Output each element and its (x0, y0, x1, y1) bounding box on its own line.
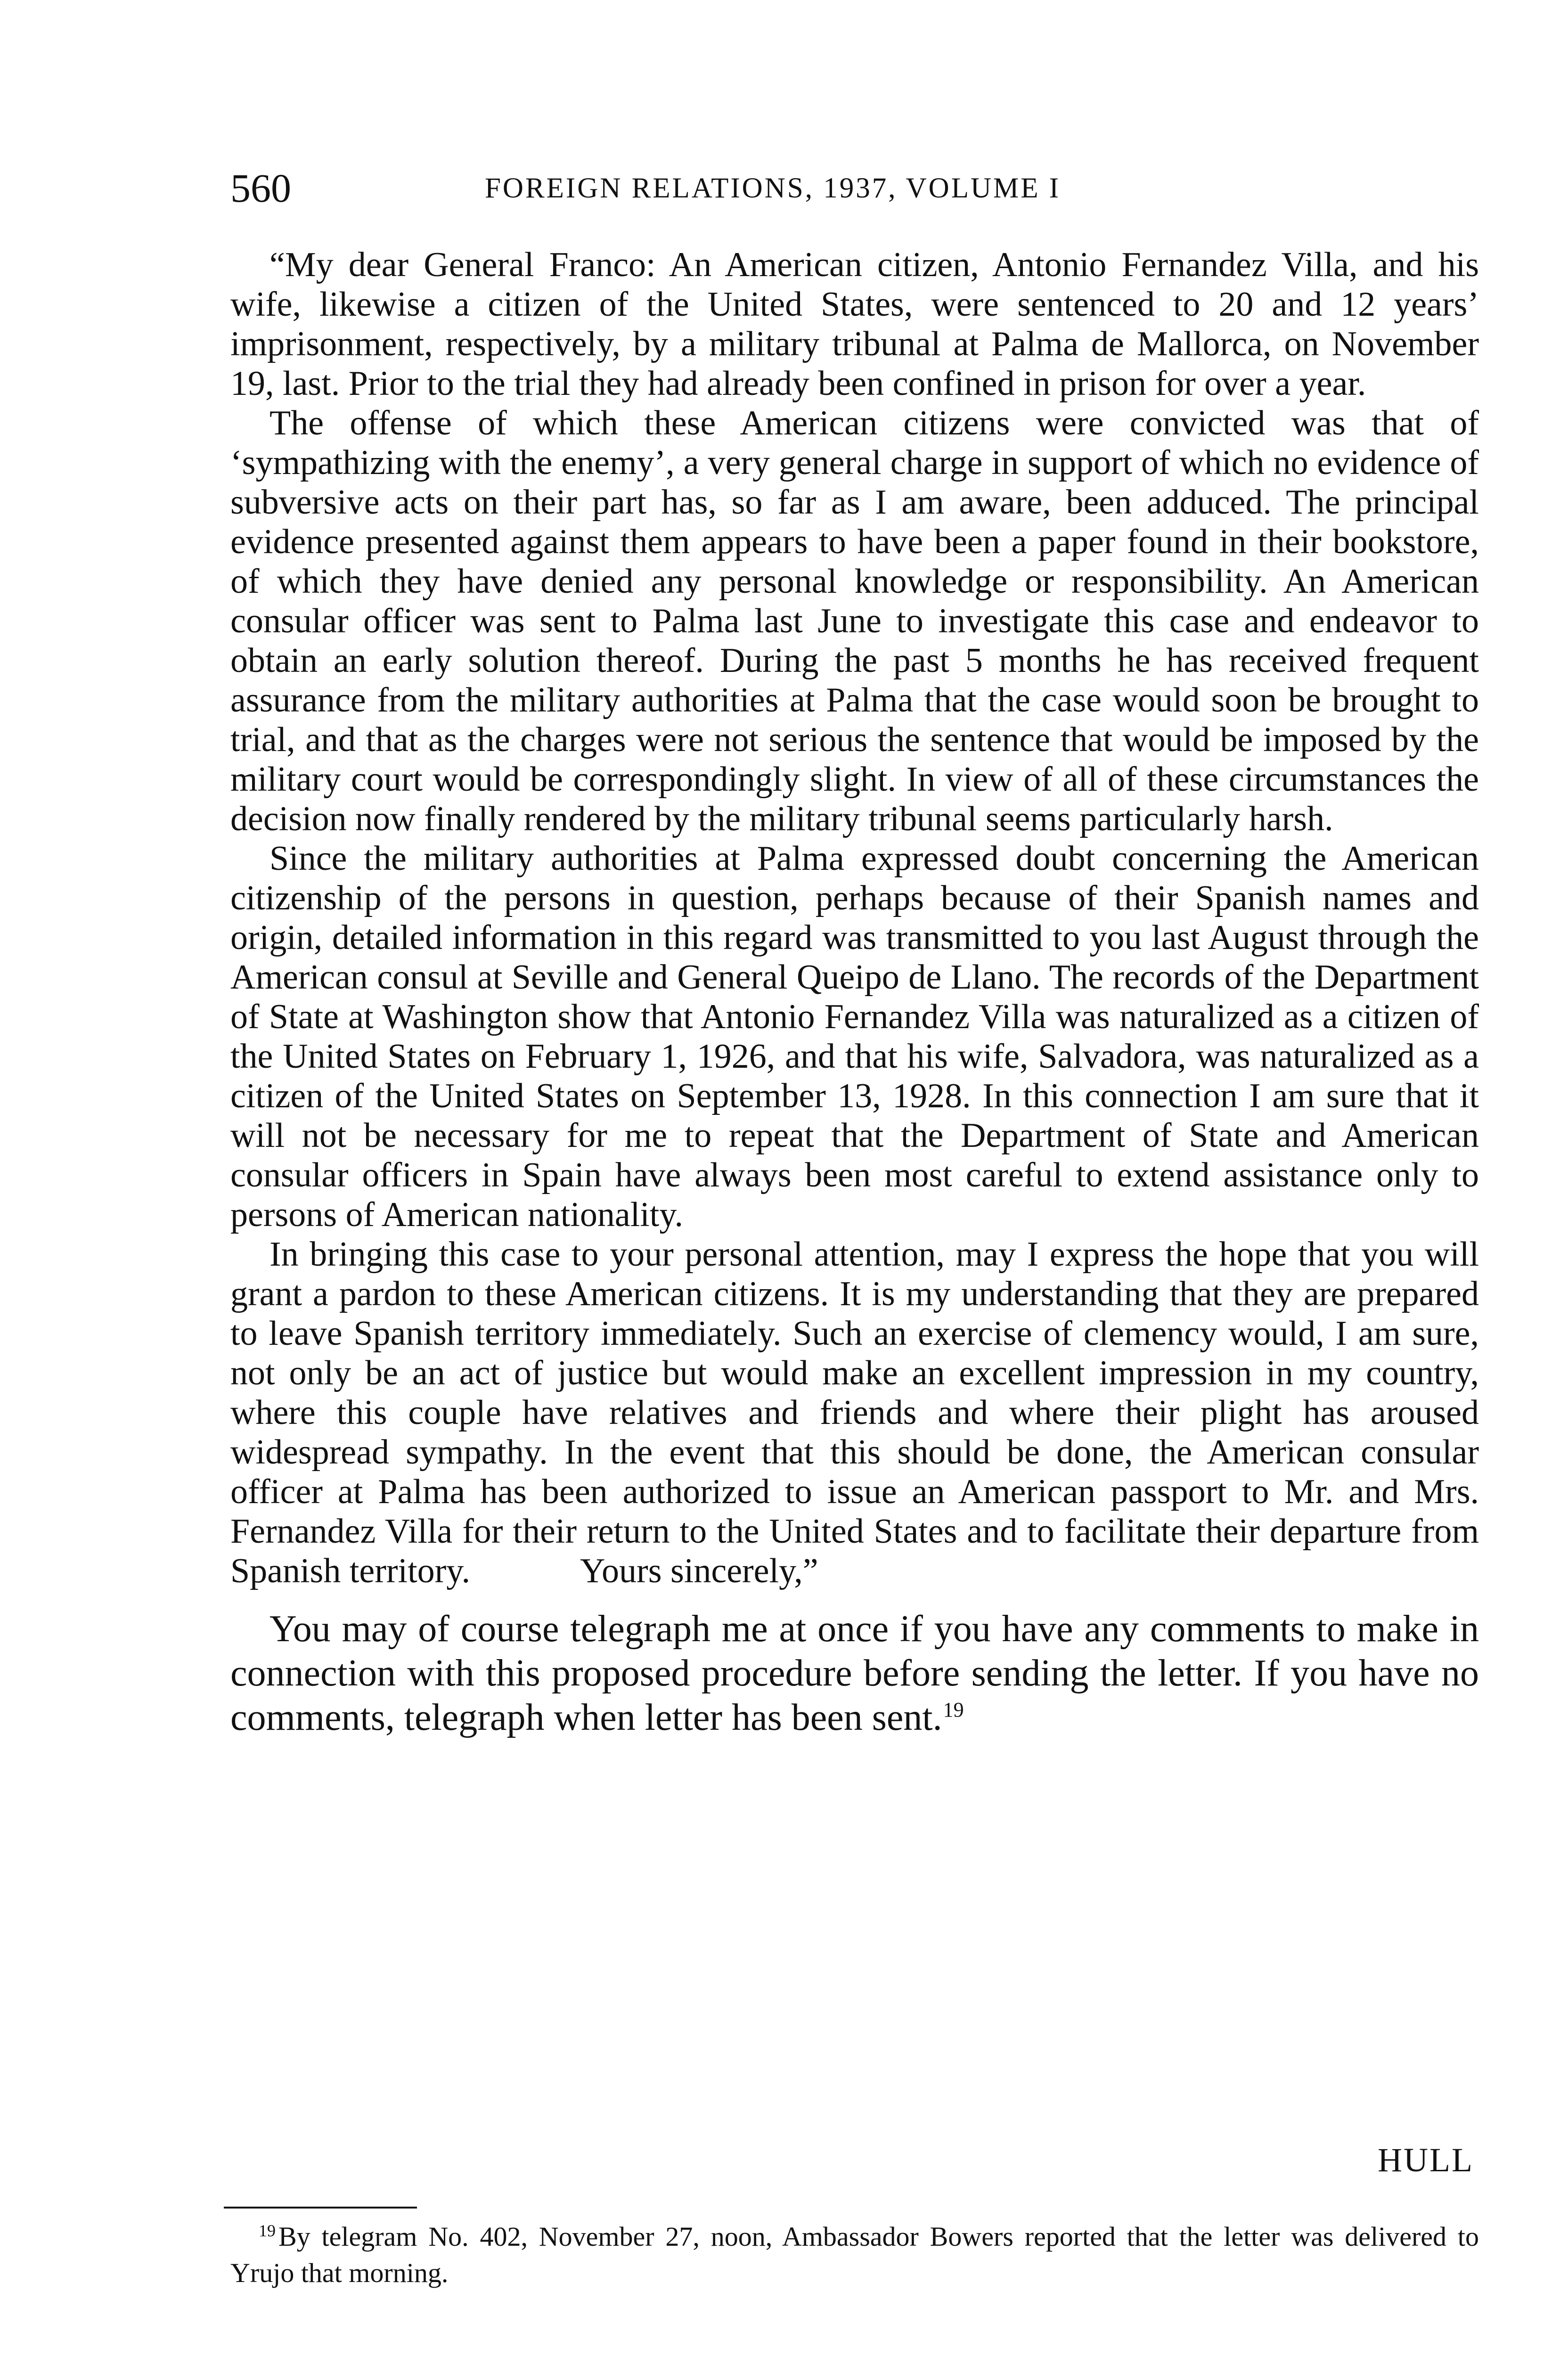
letter-paragraph: The offense of which these American citizens were convicted was that of ‘sympathizing with the enemy’, a very general charge in support of which no evidence of subversive acts on their part has, so far as I am aware, been adduced. The principal evidence presented against them appears to have been a paper found in their bookstore, of which they have denied any personal knowledge or responsibility. An American consular officer was sent to Palma last June to investigate this case and endeavor to obtain an early solution thereof. During the past 5 months he has received frequent assurance from the military authorities at Palma that the case would soon be brought to trial, and that as the charges were not serious the sentence that would be imposed by the military court would be correspondingly slight. In view of all of these circumstances the decision now finally rendered by the military tribunal seems particularly harsh. (230, 404, 1479, 838)
footnote-text: By telegram No. 402, November 27, noon, Ambassador Bowers reported that the letter was delivered to Yrujo that morning. (230, 2221, 1479, 2288)
instruction-text: You may of course telegraph me at once if you have any comments to make in connection with this proposed procedure before sending the letter. If you have no comments, telegraph when letter has been sent. (230, 1608, 1479, 1738)
letter-paragraph-final (230, 1235, 1479, 1591)
page-number: 560 (230, 165, 291, 211)
footnote (230, 2220, 1479, 2290)
letter-paragraph: “My dear General Franco: An American citizen, Antonio Fernandez Villa, and his wife, likewise a citizen of the United States, were sentenced to 20 and 12 years’ imprisonment, respectively, by a military tribunal at Palma de Mallorca, on November 19, last. Prior to the trial they had already been confined in prison for over a year. (230, 245, 1479, 403)
footnote-reference: 19 (943, 1698, 964, 1721)
main-text (230, 245, 1479, 1745)
letter-closing: Yours sincerely,” (580, 1552, 818, 1590)
letter-paragraph-text: In bringing this case to your personal attention, may I express the hope that you will grant a pardon to these American citizens. It is my understanding that they are prepared to leave Spanish territory immediately. Such an exercise of clemency would, I am sure, not only be an act of justice but would make an excellent impression in my country, where this couple have relatives and friends and where their plight has aroused widespread sympathy. In the event that this should be done, the American consular officer at Palma has been authorized to issue an American passport to Mr. and Mrs. Fernandez Villa for their return to the United States and to facilitate their departure from Spanish territory. (230, 1235, 1479, 1590)
quoted-letter (230, 245, 1479, 1591)
signature: HULL (1378, 2141, 1474, 2179)
letter-paragraph: Since the military authorities at Palma expressed doubt concerning the American citizenship of the persons in question, perhaps because of their Spanish names and origin, detailed information in this regard was transmitted to you last August through the American consul at Seville and General Queipo de Llano. The records of the Department of State at Washington show that Antonio Fernandez Villa was naturalized as a citizen of the United States on February 1, 1926, and that his wife, Salvadora, was naturalized as a citizen of the United States on September 13, 1928. In this connection I am sure that it will not be necessary for me to repeat that the Department of State and American consular officers in Spain have always been most careful to extend assistance only to persons of American nationality. (230, 839, 1479, 1234)
footnote-number: 19 (259, 2221, 276, 2240)
page-header (230, 162, 1474, 214)
footnote-divider (224, 2207, 417, 2209)
instruction-paragraph (230, 1607, 1479, 1745)
running-head: FOREIGN RELATIONS, 1937, VOLUME I (485, 172, 1061, 204)
